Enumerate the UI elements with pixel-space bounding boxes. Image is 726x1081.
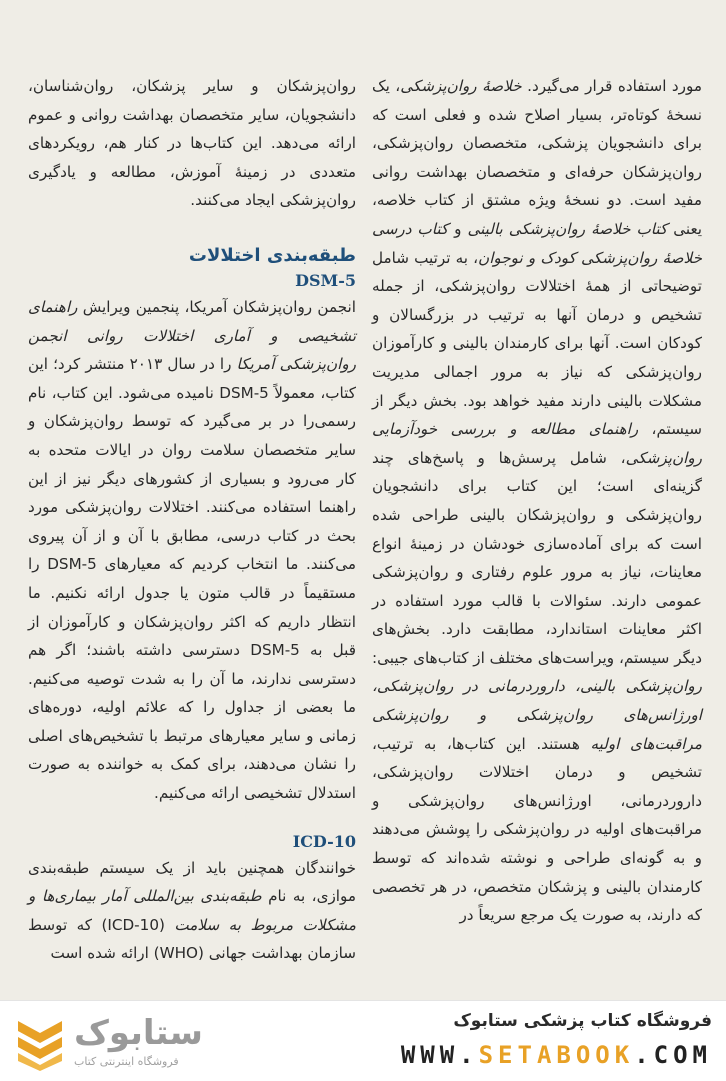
setabook-logo[interactable] xyxy=(14,1011,284,1073)
book-title: راهنمای تشخیصی و آماری اختلالات روانی انجمن روان‌پزشکی آمریکا xyxy=(28,297,357,374)
chevrons-icon xyxy=(14,1015,66,1071)
logo-wordmark: ستابوک xyxy=(74,1013,203,1053)
section-heading: طبقه‌بندی اختلالات xyxy=(188,244,356,266)
paragraph xyxy=(28,293,356,808)
subsection-heading: DSM-5 xyxy=(295,270,356,290)
book-title: روان‌پزشکی بالینی، داروردرمانی در روان‌پزشکی، اورژانس‌های روان‌پزشکی و روان‌پزشکی مراقبت‌های اولیه xyxy=(372,677,702,753)
book-title: راهنمای مطالعه و بررسی خودآزمایی روان‌پزشکی xyxy=(372,420,702,467)
paragraph xyxy=(372,72,702,930)
store-name: فروشگاه کتاب پزشکی ستابوک xyxy=(453,1011,712,1031)
book-title: طبقه‌بندی بین‌المللی آمار بیماری‌ها و مشکلات مربوط به سلامت xyxy=(28,887,356,934)
subsection-heading: ICD-10 xyxy=(292,831,356,851)
text-run: را در سال ۲۰۱۳ منتشر کرد؛ این کتاب، معمولاً DSM-5 نامیده می‌شود. این کتاب، نام رسمی‌را در بر می‌گیرد که توسط روان‌پزشکان و سایر متخصصان سلامت روان در ایالات متحده به کار می‌رود و بسیاری از کشورهای دیگر نیز از این راهنما استفاده می‌کنند. اختلالات روان‌پزشکی مورد بحث در کتاب درسی، مطابق با آن و از آن پیروی می‌کنند. ما انتخاب کردیم که معیارهای DSM-5 را مستقیماً در قالب متون یا جدول ارائه نکنیم. ما انتظار داریم که اکثر روان‌پزشکان و کارآموزان از قبل به DSM-5 دسترسی داشته باشند؛ اگر هم دسترسی ندارند، ما آن را به شدت توصیه می‌کنیم. ما بعضی از جداول را که علائم اولیه، دوره‌های زمانی و سایر معیارهای مرتبط با تشخیص‌های اصلی را نشان می‌دهند، برای کمک به خواننده به صورت استدلال تشخیصی ارائه می‌کنیم. xyxy=(28,355,356,803)
text-run: ، یک نسخهٔ کوتاه‌تر، بسیار اصلاح شده و فعلی است که برای دانشجویان پزشکی، متخصصان روان‌پزشکی، روان‌پزشکان حرفه‌ای و متخصصان بهداشت روانی مفید است. دو نسخهٔ ویژه مشتق از کتاب خلاصه، یعنی xyxy=(372,77,702,238)
store-url[interactable] xyxy=(401,1041,712,1069)
url-brand: SETABOOK xyxy=(478,1041,635,1069)
paragraph xyxy=(28,854,356,968)
left-column xyxy=(28,72,356,968)
text-run: و xyxy=(448,219,468,238)
text-run: هستند. این کتاب‌ها، به ترتیب، تشخیص و درمان اختلالات روان‌پزشکی، داروردرمانی، اورژانس‌های روان‌پزشکی و مراقبت‌های اولیه در روان‌پزشکی را پوشش می‌دهند و به گونه‌ای طراحی و نوشته شده‌اند که توسط کارمندان بالینی و پزشکان متخصص، در هر تخصصی که دارند، به صورت یک مرجع سریعاً در xyxy=(372,734,702,925)
text-run: انجمن روان‌پزشکان آمریکا، پنجمین ویرایش xyxy=(77,297,356,316)
text-run: خوانندگان همچنین باید از یک سیستم طبقه‌بندی موازی، به نام xyxy=(28,858,357,906)
text-run: ، به ترتیب شامل توضیحاتی از همهٔ اختلالات روان‌پزشکی، از جمله تشخیص و درمان آنها به ترتیب در بزرگسالان و کودکان است. آنها برای کارمندان بالینی و کارآموزان روان‌پزشکی که نیاز به مرور اجمالی مدیریت مشکلات بالینی دارند مفید خواهد بود. بخش دیگر از سیستم، xyxy=(372,248,702,439)
text-run: (ICD-10) که توسط سازمان بهداشت جهانی (WHO) ارائه شده است xyxy=(28,915,356,963)
book-title: کتاب خلاصهٔ روان‌پزشکی بالینی xyxy=(467,219,668,238)
url-suffix: .COM xyxy=(634,1041,712,1069)
url-prefix: WWW. xyxy=(400,1041,479,1069)
store-footer xyxy=(0,1000,726,1081)
paragraph: روان‌پزشکان و سایر پزشکان، روان‌شناسان، دانشجویان، سایر متخصصان بهداشت روانی و عموم ارائه می‌دهد. این کتاب‌ها در کنار هم، رویکردهای متعددی در زمینهٔ آموزش، مطالعه و یادگیری روان‌پزشکی ایجاد می‌کنند. xyxy=(28,77,356,210)
book-title: خلاصهٔ روان‌پزشکی xyxy=(400,77,522,95)
right-column xyxy=(372,72,702,930)
text-run: ، شامل پرسش‌ها و پاسخ‌های چند گزینه‌ای است؛ این کتاب برای دانشجویان روان‌پزشکی و روان‌پزشکان بالینی طراحی شده است که برای آماده‌سازی خودشان در زمینهٔ انواع معاینات، نیاز به مرور علوم رفتاری و روان‌پزشکی عمومی دارند. سئوالات با قالب مورد استفاده در اکثر معاینات استاندارد، مطابقت دارد. بخش‌های دیگر سیستم، ویراست‌های مختلف از کتاب‌های جیبی: xyxy=(372,448,702,667)
book-title: کتاب درسی خلاصهٔ روان‌پزشکی کودک و نوجوان xyxy=(372,219,702,267)
text-run: مورد استفاده قرار می‌گیرد. xyxy=(521,77,702,95)
logo-tagline: فروشگاه اینترنتی کتاب xyxy=(74,1055,179,1068)
